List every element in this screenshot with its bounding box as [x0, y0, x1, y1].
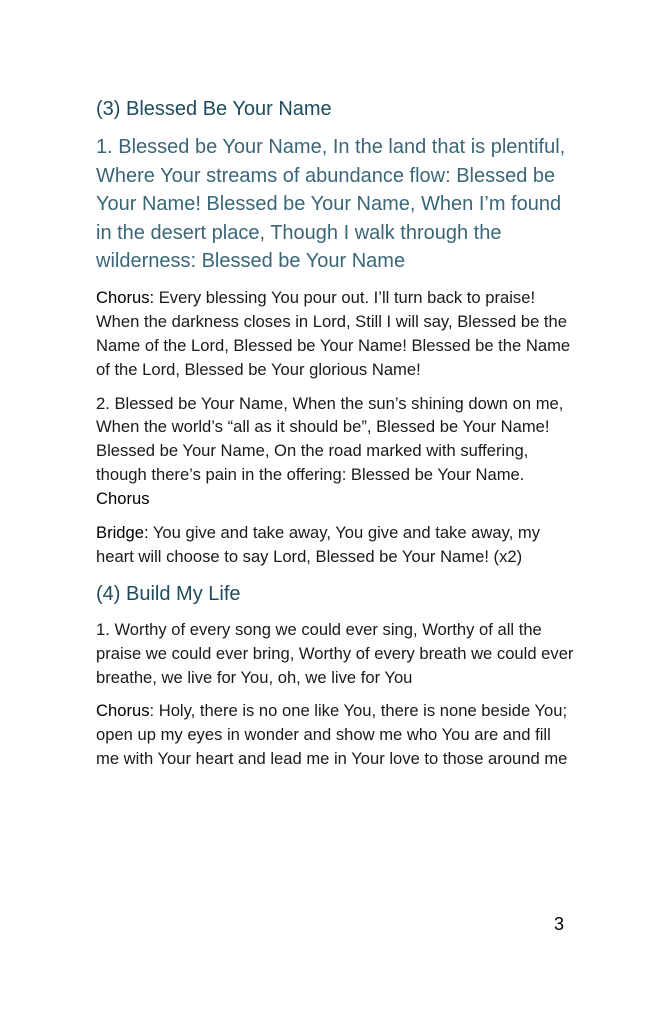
bridge-text: You give and take away, You give and take away, my heart will choose to say Lord, Blessed be Your Name! (x2): [96, 522, 541, 566]
song-title-build-my-life: (4) Build My Life: [96, 582, 241, 605]
song3-verse-1: 1. Blessed be Your Name, In the land that is plentiful, Where Your streams of abundance flow: Blessed be Your Name! Blessed be Your Name, When I’m found in the desert place, Though I walk through the wilderness: Blessed be Your Name: [96, 136, 566, 273]
page-number: 3: [553, 914, 564, 934]
chorus-label: Chorus:: [96, 287, 155, 307]
chorus-text: Every blessing You pour out. I’ll turn back to praise! When the darkness closes in Lord, Still I will say, Blessed be the Name of the Lord, Blessed be Your Name! Blessed be the Name of the Lord, Blessed be Your glorious Name!: [96, 287, 571, 379]
song3-chorus: [96, 286, 576, 382]
chorus-label: Chorus: [96, 701, 150, 721]
song3-bridge: [96, 521, 576, 569]
song4-chorus: [96, 699, 576, 771]
song4-verse-1: 1. Worthy of every song we could ever sing, Worthy of all the praise we could ever bring, Worthy of every breath we could ever breathe, we live for You, oh, we live for You: [96, 619, 574, 687]
songbook-page: [96, 96, 576, 781]
bridge-label: Bridge:: [96, 522, 149, 542]
verse-2-text: 2. Blessed be Your Name, When the sun’s shining down on me, When the world’s “all as it should be”, Blessed be Your Name! Blessed be Your Name, On the road marked with suffering, though there’s pain in the offering: Blessed be Your Name.: [96, 393, 564, 485]
song-title-blessed-be-your-name: (3) Blessed Be Your Name: [96, 98, 332, 120]
chorus-reference: Chorus: [96, 489, 150, 509]
chorus-text: : Holy, there is no one like You, there is none beside You; open up my eyes in wonder and show me who You are and fill me with Your heart and lead me in Your love to those around me: [96, 701, 568, 769]
song3-verse-2: [96, 392, 576, 511]
